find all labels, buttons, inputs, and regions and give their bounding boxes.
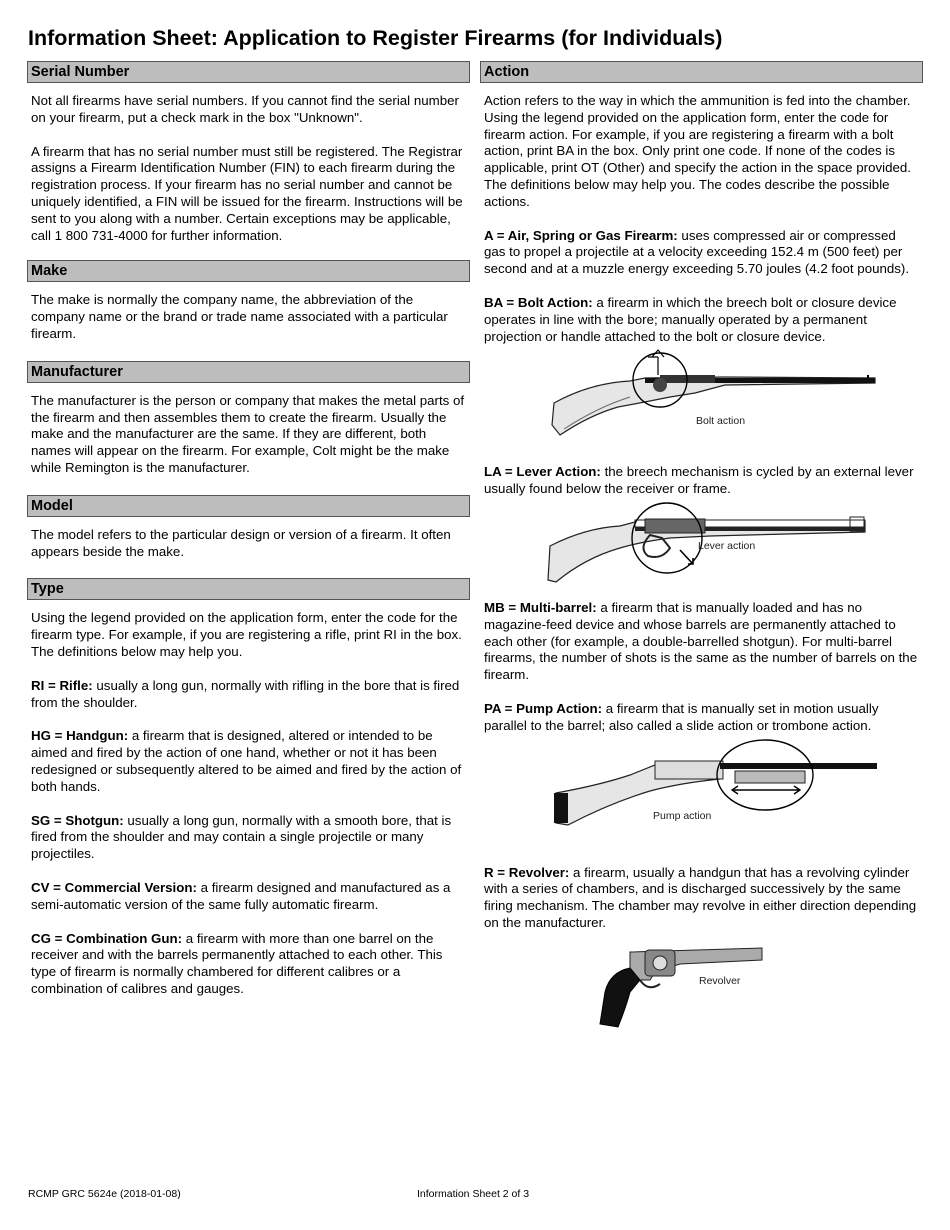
- section-heading-make: Make: [27, 260, 470, 282]
- serial-paragraph-1: Not all firearms have serial numbers. If you cannot find the serial number on your firearm, put a check mark in the box "Unknown".: [31, 93, 459, 125]
- type-definition-handgun: HG = Handgun: a firearm that is designed, altered or intended to be aimed and fired by the action of one hand, whether or not it has been redesigned or subsequently altered to be aimed and fired by the action of both hands.: [31, 728, 462, 794]
- action-definition-revolver: R = Revolver: a firearm, usually a handgun that has a revolving cylinder with a series of chambers, and is discharged successively by the same firing mechanism. The chamber may revolve in either direction depending on the manufacturer.: [484, 864, 917, 930]
- section-heading-manufacturer: Manufacturer: [27, 361, 470, 383]
- section-heading-model: Model: [27, 495, 470, 517]
- action-intro: Action refers to the way in which the ammunition is fed into the chamber. Using the legend provided on the application form, enter the code for firearm action. For example, if you are registering a firearm with a bolt action, print BA in the box. Only print one code. If none of the codes is applicable, print OT (Other) and specify the action in the space provided. The definitions below may help you. The codes describe the possible actions.: [484, 93, 911, 209]
- type-definition-commercial-version: CV = Commercial Version: a firearm designed and manufactured as a semi-automatic version of the same fully automatic firearm.: [31, 879, 451, 912]
- action-definition-air: A = Air, Spring or Gas Firearm: uses compressed air or compressed gas to propel a projectile at a velocity exceeding 152.4 m (500 feet) per second and at a muzzle energy exceeding 5.70 joules (4.2 foot pounds).: [484, 227, 910, 277]
- bolt-action-caption: Bolt action: [696, 415, 746, 428]
- right-column: [480, 61, 923, 1032]
- action-definition-bolt: BA = Bolt Action: a firearm in which the breech bolt or closure device operates in line with the bore; manually operated by a permanent projection or handle attached to the bolt or closure device.: [484, 294, 897, 344]
- model-paragraph: The model refers to the particular design or version of a firearm. It often appears beside the make.: [31, 526, 451, 559]
- section-heading-action: Action: [480, 61, 923, 83]
- action-definition-multi-barrel: MB = Multi-barrel: a firearm that is manually loaded and has no magazine-feed device and whose barrels are permanently attached to each other (for example, a double-barrelled shotgun). For multi-barrel firearms, the number of shots is the same as the number of barrels on the firearm.: [484, 599, 918, 683]
- pump-action-caption: Pump action: [653, 809, 712, 822]
- pump-action-shotgun-icon: [480, 735, 923, 843]
- pump-action-illustration: [480, 735, 923, 843]
- footer-form-id: RCMP GRC 5624e (2018-01-08): [28, 1188, 181, 1200]
- action-definition-pump: PA = Pump Action: a firearm that is manually set in motion usually parallel to the barrel; also called a slide action or trombone action.: [484, 700, 879, 733]
- bolt-action-rifle-icon: [480, 345, 923, 457]
- section-heading-type: Type: [27, 578, 470, 600]
- footer-page-number: Information Sheet 2 of 3: [417, 1188, 530, 1200]
- bolt-action-illustration: [480, 345, 923, 457]
- revolver-caption: Revolver: [699, 974, 741, 987]
- action-definition-lever: LA = Lever Action: the breech mechanism is cycled by an external lever usually found below the receiver or frame.: [484, 464, 914, 497]
- section-heading-serial-number: Serial Number: [27, 61, 470, 83]
- make-paragraph: The make is normally the company name, the abbreviation of the company name or the brand or trade name associated with a particular firearm.: [31, 292, 448, 341]
- lever-action-caption: Lever action: [698, 539, 756, 552]
- type-intro: Using the legend provided on the application form, enter the code for the firearm type. For example, if you are registering a rifle, print RI in the box. The definitions below may help you.: [31, 610, 462, 659]
- page-title: Information Sheet: Application to Register Firearms (for Individuals): [28, 26, 723, 50]
- left-column: [27, 61, 470, 998]
- type-definition-rifle: RI = Rifle: usually a long gun, normally with rifling in the bore that is fired from the shoulder.: [31, 677, 460, 710]
- type-definition-combination-gun: CG = Combination Gun: a firearm with more than one barrel on the receiver and with the barrels permanently attached to each other. This type of firearm is normally chambered for different calibres or a combination of calibres and gauges.: [31, 930, 443, 996]
- type-definition-shotgun: SG = Shotgun: usually a long gun, normally with a smooth bore, that is fired from the shoulder and may contain a single projectile or many projectiles.: [31, 812, 452, 862]
- revolver-illustration: [480, 932, 923, 1032]
- manufacturer-paragraph: The manufacturer is the person or company that makes the metal parts of the firearm and then assembles them to create the firearm. Usually the make and the manufacturer are the same. If they are different, both names will appear on the firearm. For example, Colt might be the make while Remington is the manufacturer.: [31, 392, 465, 475]
- lever-action-illustration: [480, 498, 923, 594]
- serial-paragraph-2: A firearm that has no serial number must still be registered. The Registrar assigns a Firearm Identification Number (FIN) to each firearm during the registration process. If your firearm has no serial number and cannot be uniquely identified, a FIN will be issued for the firearm. Instructions will be sent to you along with a number. Certain exceptions may be applicable, call 1 800 731-4000 for further information.: [31, 143, 463, 243]
